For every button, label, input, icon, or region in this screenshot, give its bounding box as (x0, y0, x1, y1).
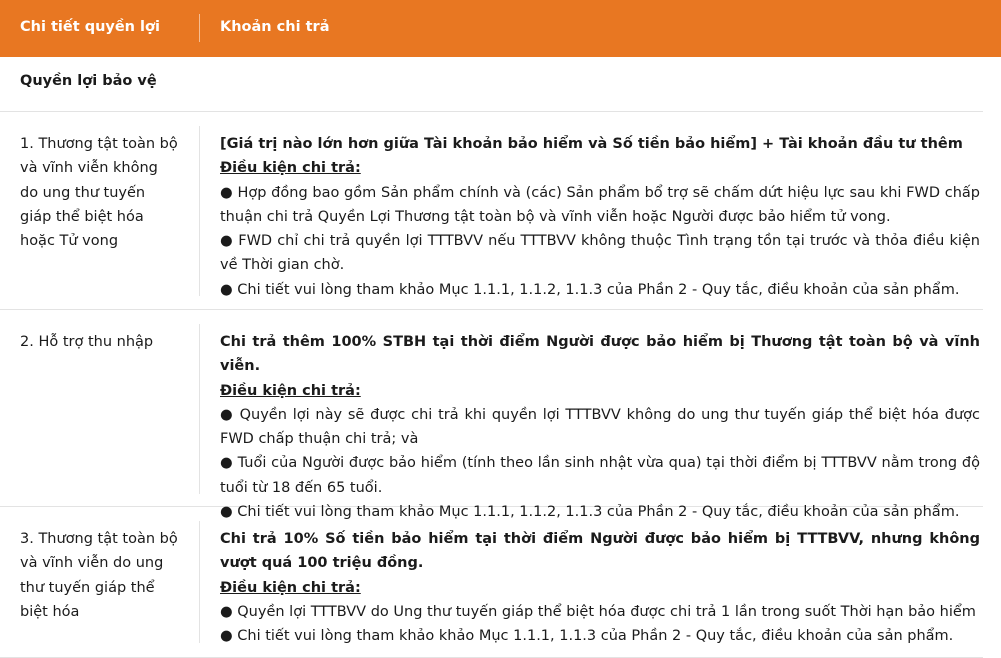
section-title: Quyền lợi bảo vệ (20, 73, 157, 89)
condition-bullet: ● Chi tiết vui lòng tham khảo Mục 1.1.1, 1.1.2, 1.1.3 của Phần 2 - Quy tắc, điều khoản của sản phẩm. (220, 504, 960, 521)
condition-label: Điều kiện chi trả: (220, 579, 361, 596)
column-divider (199, 126, 200, 296)
payout-lead: [Giá trị nào lớn hơn giữa Tài khoản bảo hiểm và Số tiền bảo hiểm] + Tài khoản đầu tư thêm (220, 136, 963, 152)
condition-bullet: ● Quyền lợi này sẽ được chi trả khi quyền lợi TTTBVV không do ung thư tuyến giáp thể biệt hóa được FWD chấp thuận chi trả; và (220, 406, 980, 448)
table-row (0, 112, 983, 310)
condition-bullet: ● Tuổi của Người được bảo hiểm (tính theo lần sinh nhật vừa qua) tại thời điểm bị TTTBVV nằm trong độ tuổi từ 18 đến 65 tuổi. (220, 455, 980, 496)
condition-bullet: ● Chi tiết vui lòng tham khảo Mục 1.1.1, 1.1.2, 1.1.3 của Phần 2 - Quy tắc, điều khoản của sản phẩm. (220, 281, 960, 298)
header-payout: Khoản chi trả (220, 19, 330, 35)
benefit-payout (220, 330, 980, 524)
section-row (0, 57, 983, 112)
column-divider (199, 324, 200, 494)
table-row (0, 507, 983, 658)
benefit-title: 2. Hỗ trợ thu nhập (20, 334, 154, 350)
condition-bullet: ● Chi tiết vui lòng tham khảo khảo Mục 1.1.1, 1.1.3 của Phần 2 - Quy tắc, điều khoản của sản phẩm. (220, 628, 954, 645)
condition-label: Điều kiện chi trả: (220, 160, 361, 177)
benefit-title: 3. Thương tật toàn bộ và vĩnh viễn do ung thư tuyến giáp thể biệt hóa (20, 531, 178, 620)
condition-bullet: ● FWD chỉ chi trả quyền lợi TTTBVV nếu TTTBVV không thuộc Tình trạng tồn tại trước và thỏa điều kiện về Thời gian chờ. (220, 233, 980, 274)
header-benefit-details: Chi tiết quyền lợi (20, 19, 160, 35)
condition-bullet: ● Quyền lợi TTTBVV do Ung thư tuyến giáp thể biệt hóa được chi trả 1 lần trong suốt Thời hạn bảo hiểm (220, 603, 976, 620)
condition-label: Điều kiện chi trả: (220, 382, 361, 399)
header-divider (199, 14, 200, 42)
benefit-payout (220, 527, 980, 648)
payout-lead: Chi trả thêm 100% STBH tại thời điểm Người được bảo hiểm bị Thương tật toàn bộ và vĩnh viễn. (220, 334, 980, 375)
condition-bullet: ● Hợp đồng bao gồm Sản phẩm chính và (các) Sản phẩm bổ trợ sẽ chấm dứt hiệu lực sau khi FWD chấp thuận chi trả Quyền Lợi Thương tật toàn bộ và vĩnh viễn hoặc Người được bảo hiểm tử vong. (220, 184, 980, 225)
column-divider (199, 521, 200, 643)
table-header (0, 0, 1001, 57)
benefit-title: 1. Thương tật toàn bộ và vĩnh viễn không do ung thư tuyến giáp thể biệt hóa hoặc Tử vong (20, 136, 178, 250)
table-row (0, 310, 983, 521)
benefit-payout (220, 132, 980, 302)
payout-lead: Chi trả 10% Số tiền bảo hiểm tại thời điểm Người được bảo hiểm bị TTTBVV, nhưng không vượt quá 100 triệu đồng. (220, 531, 980, 572)
